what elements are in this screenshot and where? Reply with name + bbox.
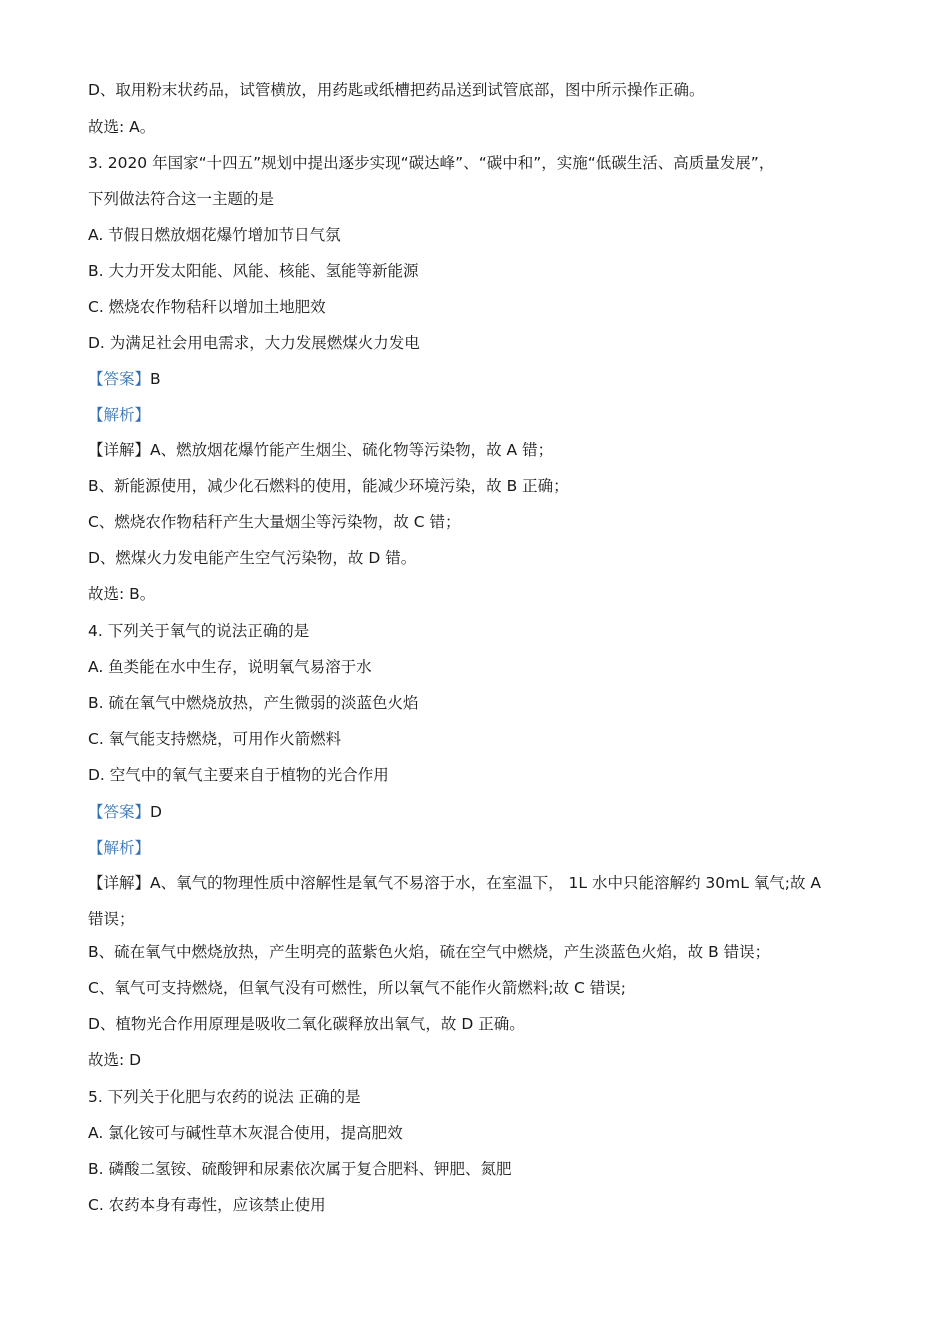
explanation-line: 【详解】A、氧气的物理性质中溶解性是氧气不易溶于水，在室温下， 1L 水中只能溶解约 30mL 氧气;故 A <box>88 874 822 892</box>
option-c: C. 燃烧农作物秸秆以增加土地肥效 <box>88 298 326 316</box>
option-b: B. 磷酸二氢铵、硫酸钾和尿素依次属于复合肥料、钾肥、氮肥 <box>88 1160 512 1178</box>
explanation-line: B、硫在氧气中燃烧放热，产生明亮的蓝紫色火焰，硫在空气中燃烧，产生淡蓝色火焰，故 B 错误； <box>88 943 771 961</box>
option-a: A. 节假日燃放烟花爆竹增加节日气氛 <box>88 226 341 244</box>
option-c: C. 氧气能支持燃烧，可用作火箭燃料 <box>88 730 342 748</box>
conclusion-line: 故选: B。 <box>88 585 156 603</box>
answer-label: 【答案】B <box>88 370 161 388</box>
question-3-stem: 3. 2020 年国家“十四五”规划中提出逐步实现“碳达峰”、“碳中和”，实施“低碳生活、高质量发展”， <box>88 154 775 172</box>
option-a: A. 鱼类能在水中生存，说明氧气易溶于水 <box>88 658 372 676</box>
option-b: B. 大力开发太阳能、风能、核能、氢能等新能源 <box>88 262 419 280</box>
analysis-label: 【解析】 <box>88 839 151 857</box>
analysis-label: 【解析】 <box>88 406 151 424</box>
option-d: D. 空气中的氧气主要来自于植物的光合作用 <box>88 766 389 784</box>
explanation-line: 【详解】A、燃放烟花爆竹能产生烟尘、硫化物等污染物，故 A 错； <box>88 441 554 459</box>
explanation-line: 错误； <box>88 910 135 928</box>
explanation-line: C、氧气可支持燃烧，但氧气没有可燃性，所以氧气不能作火箭燃料;故 C 错误; <box>88 979 626 997</box>
option-c: C. 农药本身有毒性，应该禁止使用 <box>88 1196 326 1214</box>
option-a: A. 氯化铵可与碱性草木灰混合使用，提高肥效 <box>88 1124 403 1142</box>
explanation-line: C、燃烧农作物秸秆产生大量烟尘等污染物，故 C 错； <box>88 513 461 531</box>
question-3-stem-cont: 下列做法符合这一主题的是 <box>88 190 275 208</box>
question-4-stem: 4. 下列关于氧气的说法正确的是 <box>88 622 310 640</box>
conclusion-line: 故选: D <box>88 1051 142 1069</box>
explanation-line: D、燃煤火力发电能产生空气污染物，故 D 错。 <box>88 549 417 567</box>
explanation-line: B、新能源使用，减少化石燃料的使用，能减少环境污染，故 B 正确； <box>88 477 569 495</box>
text-line: 故选: A。 <box>88 118 156 136</box>
question-5-stem: 5. 下列关于化肥与农药的说法 正确的是 <box>88 1088 361 1106</box>
option-d: D. 为满足社会用电需求，大力发展燃煤火力发电 <box>88 334 420 352</box>
option-b: B. 硫在氧气中燃烧放热，产生微弱的淡蓝色火焰 <box>88 694 419 712</box>
explanation-line: D、植物光合作用原理是吸收二氧化碳释放出氧气，故 D 正确。 <box>88 1015 525 1033</box>
answer-label: 【答案】D <box>88 803 162 821</box>
text-line: D、取用粉末状药品，试管横放，用药匙或纸槽把药品送到试管底部，图中所示操作正确。 <box>88 81 705 99</box>
